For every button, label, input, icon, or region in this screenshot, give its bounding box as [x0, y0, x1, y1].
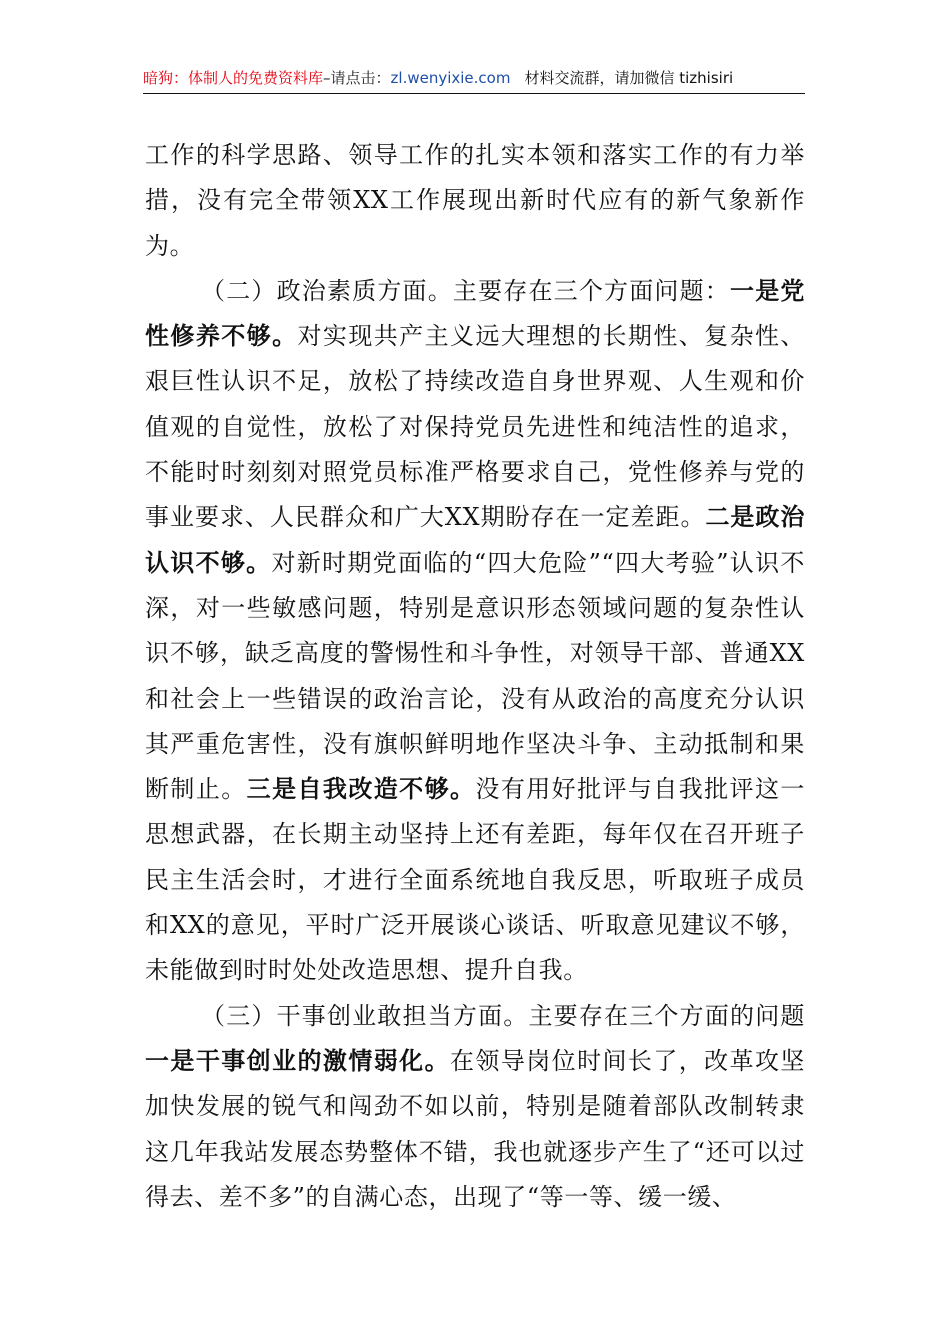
paragraph-text: 工作的科学思路、领导工作的扎实本领和落实工作的有力举措，没有完全带领XX工作展现出新时代应有的新气象新作为。	[145, 141, 805, 260]
point-heading: 一是干事创业的激情弱化。	[145, 1046, 450, 1075]
page-header	[143, 66, 805, 90]
point-heading: 二是政治认识不够。	[145, 503, 805, 577]
point-heading: 三是自我改造不够。	[246, 775, 476, 804]
paragraph-continuation	[145, 133, 805, 269]
section-intro: （二）政治素质方面。主要存在三个方面问题：	[201, 276, 730, 305]
header-click-prefix: –请点击：	[323, 69, 391, 87]
point-text: 对新时期党面临的“四大危险”“四大考验”认识不深，对一些敏感问题，特别是意识形态领域问题的复杂性认识不够，缺乏高度的警惕性和斗争性，对领导干部、普通XX和社会上一些错误的政治言论，没有从政治的高度充分认识其严重危害性，没有旗帜鲜明地作坚决斗争、主动抵制和果断制止。	[145, 548, 805, 804]
point-heading: 一是党性修养不够。	[145, 276, 805, 351]
header-brand-link[interactable]: 暗狗：体制人的免费资料库	[143, 69, 324, 87]
section-intro: （三）干事创业敢担当方面。主要存在三个方面的问题	[201, 1001, 805, 1030]
paragraph-responsibility	[145, 994, 805, 1220]
header-url-link[interactable]: zl.wenyixie.com	[390, 69, 511, 87]
point-text: 没有用好批评与自我批评这一思想武器，在长期主动坚持上还有差距，每年仅在召开班子民主生活会时，才进行全面系统地自我反思，听取班子成员和XX的意见，平时广泛开展谈心谈话、听取意见建议不够，未能做到时时处处改造思想、提升自我。	[145, 775, 805, 985]
paragraph-political-quality	[145, 269, 805, 994]
point-text: 在领导岗位时间长了，改革攻坚加快发展的锐气和闯劲不如以前，特别是随着部队改制转隶这几年我站发展态势整体不错，我也就逐步产生了“还可以过得去、差不多”的自满心态，出现了“等一等、缓一缓、	[145, 1046, 806, 1211]
header-divider	[143, 93, 805, 94]
document-body	[145, 133, 805, 1220]
header-group-note: 材料交流群，请加微信 tizhisiri	[524, 69, 734, 87]
point-text: 对实现共产主义远大理想的长期性、复杂性、艰巨性认识不足，放松了持续改造自身世界观、人生观和价值观的自觉性，放松了对保持党员先进性和纯洁性的追求，不能时时刻刻对照党员标准严格要求自己，党性修养与党的事业要求、人民群众和广大XX期盼存在一定差距。	[145, 322, 805, 532]
